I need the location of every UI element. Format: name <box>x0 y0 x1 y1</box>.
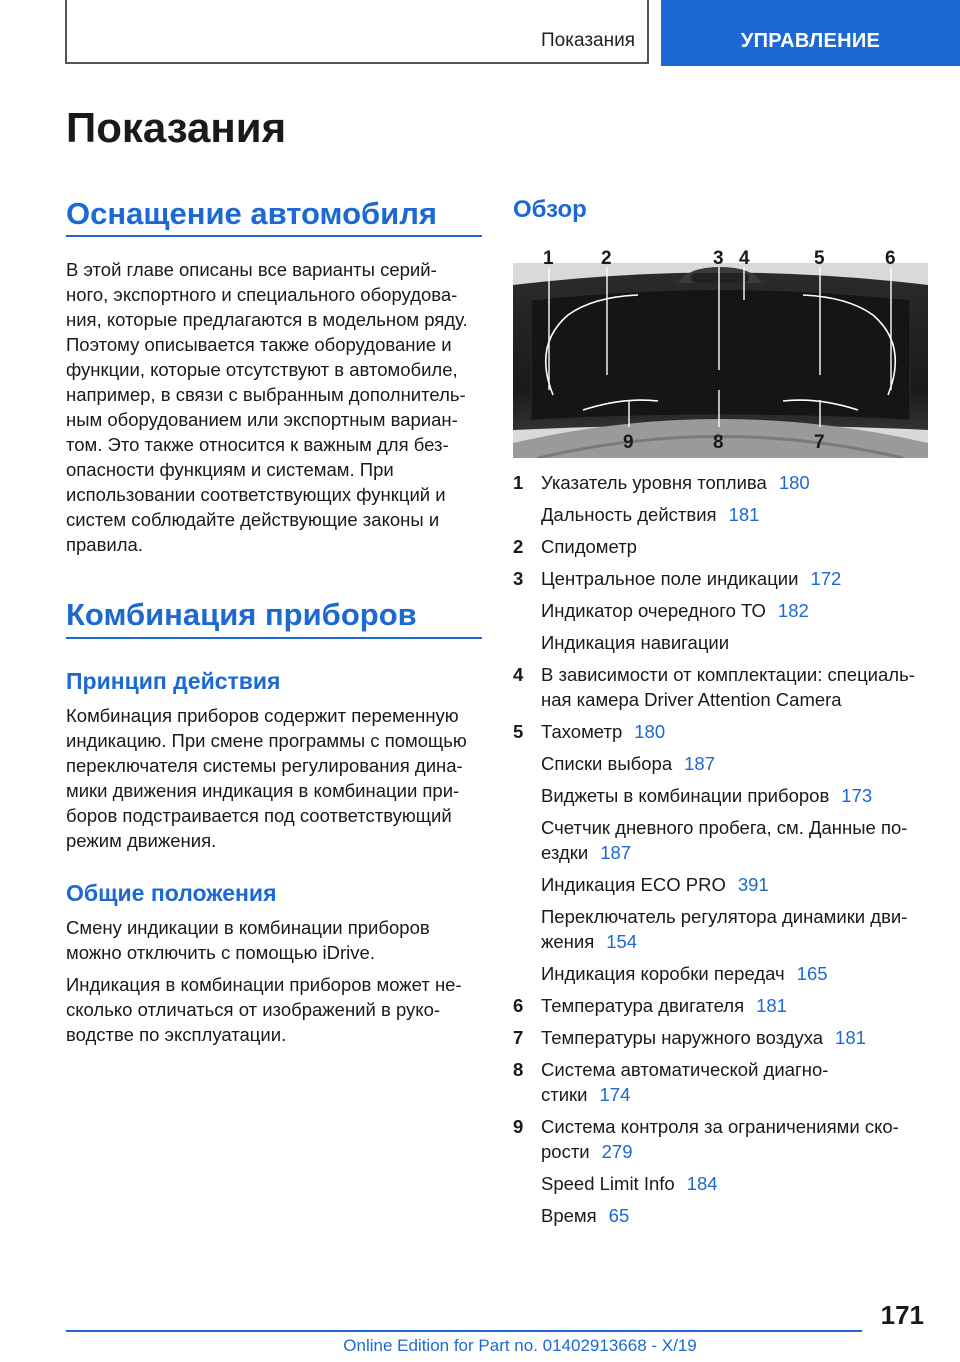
header-chapter-label: УПРАВЛЕНИЕ <box>740 29 881 52</box>
paragraph-line: функции, которые отсутствуют в автомобиле, <box>66 359 458 380</box>
page-reference-link[interactable]: 173 <box>841 785 873 806</box>
legend-entry-line: Температуры наружного воздуха <box>541 1027 824 1048</box>
legend-entry-text <box>541 751 933 776</box>
legend-entry-line: Виджеты в комбинации приборов <box>541 785 830 806</box>
legend-entry-line: жения <box>541 931 595 952</box>
legend-entry <box>513 630 933 655</box>
paragraph-line: опасности функциям и системам. При <box>66 459 394 480</box>
header-chapter-tab[interactable] <box>661 0 960 66</box>
legend-entry-text <box>541 1114 933 1164</box>
legend-entry-line: Спидометр <box>541 536 637 557</box>
paragraph-line: систем соблюдайте действующие законы и <box>66 509 440 530</box>
legend-entry <box>513 872 933 897</box>
page-reference-link[interactable]: 165 <box>796 963 828 984</box>
legend-entry-text <box>541 719 933 744</box>
heading-rule <box>66 235 482 237</box>
legend-entry-number <box>513 815 541 865</box>
diagram-label-3: 3 <box>713 248 724 269</box>
legend-entry <box>513 534 933 559</box>
paragraph-line: переключателя системы регулирования дина- <box>66 755 463 776</box>
legend-entry <box>513 1025 933 1050</box>
paragraph-line: Смену индикации в комбинации приборов <box>66 917 430 938</box>
legend-entry <box>513 1057 933 1107</box>
paragraph-line: боров подстраивается под соответствующий <box>66 805 452 826</box>
legend-list <box>513 470 933 1235</box>
instrument-cluster-diagram <box>513 245 928 458</box>
legend-entry-line: Система контроля за ограничениями ско- <box>541 1116 899 1137</box>
legend-entry-line: ездки <box>541 842 589 863</box>
legend-entry <box>513 719 933 744</box>
heading-general: Общие положения <box>66 880 277 906</box>
page-number: 171 <box>880 1300 924 1330</box>
paragraph-line: ным оборудованием или экспортным вариан- <box>66 409 458 430</box>
legend-entry-number <box>513 783 541 808</box>
heading-equipment: Оснащение автомобиля <box>66 196 437 231</box>
paragraph-general-2 <box>66 972 482 1047</box>
legend-entry <box>513 1171 933 1196</box>
legend-entry <box>513 502 933 527</box>
legend-entry-number: 2 <box>513 536 524 557</box>
heading-cluster: Комбинация приборов <box>66 597 417 632</box>
diagram-label-5: 5 <box>814 248 825 269</box>
heading-overview: Обзор <box>513 196 587 223</box>
paragraph-line: Комбинация приборов содержит переменную <box>66 705 459 726</box>
paragraph-line: использовании соответствующих функций и <box>66 484 446 505</box>
paragraph-line: Индикация в комбинации приборов может не- <box>66 974 462 995</box>
legend-entry-line: Speed Limit Info <box>541 1173 675 1194</box>
legend-entry-text <box>541 961 933 986</box>
legend-entry-line: Центральное поле индикации <box>541 568 799 589</box>
legend-entry-text <box>541 598 933 623</box>
paragraph-line: сколько отличаться от изображений в руко- <box>66 999 441 1020</box>
legend-entry-line: Переключатель регулятора динамики дви- <box>541 906 908 927</box>
diagram-label-4: 4 <box>739 248 750 269</box>
legend-entry-line: Индикатор очередного ТО <box>541 600 766 621</box>
legend-entry <box>513 1114 933 1164</box>
legend-entry-line: Дальность действия <box>541 504 717 525</box>
page-reference-link[interactable]: 279 <box>601 1141 633 1162</box>
legend-entry <box>513 904 933 954</box>
heading-rule <box>66 637 482 639</box>
legend-entry-number: 8 <box>513 1059 524 1080</box>
legend-entry-number: 6 <box>513 995 524 1016</box>
page-reference-link[interactable]: 391 <box>737 874 769 895</box>
legend-entry-number <box>513 751 541 776</box>
legend-entry-number: 1 <box>513 472 524 493</box>
page-reference-link[interactable]: 184 <box>686 1173 718 1194</box>
page-reference-link[interactable]: 154 <box>606 931 638 952</box>
page-reference-link[interactable]: 181 <box>728 504 760 525</box>
legend-entry-line: Индикация навигации <box>541 632 730 653</box>
header-section-box <box>65 0 649 64</box>
paragraph-line: ния, которые предлагаются в модельном ряду. <box>66 309 468 330</box>
legend-entry-text <box>541 662 933 712</box>
camera-lens <box>691 273 749 283</box>
page-reference-link[interactable]: 180 <box>778 472 810 493</box>
legend-entry <box>513 783 933 808</box>
legend-entry-text <box>541 783 933 808</box>
legend-entry-number <box>513 904 541 954</box>
page-reference-link[interactable]: 182 <box>777 600 809 621</box>
legend-entry-text <box>541 1203 933 1228</box>
paragraph-line: правила. <box>66 534 143 555</box>
legend-entry-number <box>513 961 541 986</box>
paragraph-line: мики движения индикация в комбинации при- <box>66 780 460 801</box>
page-reference-link[interactable]: 187 <box>600 842 632 863</box>
legend-entry-text <box>541 566 933 591</box>
legend-entry-number <box>513 598 541 623</box>
legend-entry-text <box>541 1057 933 1107</box>
legend-entry-line: Указатель уровня топлива <box>541 472 767 493</box>
page-reference-link[interactable]: 65 <box>608 1205 630 1226</box>
paragraph-line: Поэтому описывается также оборудование и <box>66 334 452 355</box>
paragraph-line: ного, экспортного и специального оборудова- <box>66 284 458 305</box>
diagram-label-8: 8 <box>713 432 724 453</box>
legend-entry-line: Счетчик дневного пробега, см. Данные по- <box>541 817 908 838</box>
footer-edition: Online Edition for Part no. 01402913668 - X/19 <box>343 1336 697 1355</box>
diagram-label-1: 1 <box>543 248 554 269</box>
diagram-label-7: 7 <box>814 432 825 453</box>
footer-rule <box>66 1330 862 1332</box>
legend-entry-line: рости <box>541 1141 590 1162</box>
legend-entry-text <box>541 630 933 655</box>
legend-entry <box>513 598 933 623</box>
page-reference-link[interactable]: 187 <box>684 753 715 774</box>
legend-entry-line: Тахометр <box>541 721 623 742</box>
legend-entry-text <box>541 815 933 865</box>
paragraph-line: В этой главе описаны все варианты серий- <box>66 259 437 280</box>
paragraph-line: можно отключить с помощью iDrive. <box>66 942 375 963</box>
legend-entry-text <box>541 502 933 527</box>
paragraph-equipment <box>66 257 482 557</box>
legend-entry-number: 7 <box>513 1027 524 1048</box>
legend-entry-number <box>513 1203 541 1228</box>
legend-entry-number: 5 <box>513 721 524 742</box>
paragraph-line: том. Это также относится к важным для без- <box>66 434 449 455</box>
legend-entry-text <box>541 993 933 1018</box>
legend-entry <box>513 993 933 1018</box>
heading-principle: Принцип действия <box>66 668 281 694</box>
legend-entry-line: Система автоматической диагно- <box>541 1059 829 1080</box>
legend-entry-line: Индикация ECO PRO <box>541 874 726 895</box>
legend-entry <box>513 815 933 865</box>
legend-entry-number <box>513 502 541 527</box>
legend-entry-line: Температура двигателя <box>541 995 745 1016</box>
diagram-label-2: 2 <box>601 248 612 269</box>
paragraph-principle <box>66 703 482 853</box>
legend-entry-text <box>541 1025 933 1050</box>
legend-entry-line: стики <box>541 1084 588 1105</box>
legend-entry-line: В зависимости от комплектации: специаль- <box>541 664 915 685</box>
legend-entry <box>513 470 933 495</box>
legend-entry-line: Списки выбора <box>541 753 673 774</box>
legend-entry-number: 9 <box>513 1116 524 1137</box>
legend-entry-text <box>541 904 933 954</box>
diagram-label-6: 6 <box>885 248 896 269</box>
paragraph-line: водстве по эксплуатации. <box>66 1024 287 1045</box>
legend-entry-text <box>541 872 933 897</box>
paragraph-line: например, в связи с выбранным дополнитель- <box>66 384 466 405</box>
legend-entry-line: Индикация коробки передач <box>541 963 785 984</box>
legend-entry <box>513 566 933 591</box>
legend-entry-number: 3 <box>513 568 524 589</box>
paragraph-line: индикацию. При смене программы с помощью <box>66 730 467 751</box>
paragraph-general-1 <box>66 915 482 965</box>
cluster-display <box>531 290 910 421</box>
legend-entry <box>513 751 933 776</box>
legend-entry <box>513 662 933 712</box>
legend-entry-line: Время <box>541 1205 597 1226</box>
legend-entry-number <box>513 630 541 655</box>
legend-entry-number: 4 <box>513 664 524 685</box>
page-reference-link[interactable]: 181 <box>756 995 787 1016</box>
header-section-label: Показания <box>541 30 635 51</box>
diagram-label-9: 9 <box>623 432 634 453</box>
legend-entry-number <box>513 1171 541 1196</box>
page-reference-link[interactable]: 181 <box>835 1027 866 1048</box>
legend-entry-text <box>541 534 933 559</box>
legend-entry <box>513 1203 933 1228</box>
legend-entry-text <box>541 1171 933 1196</box>
page-reference-link[interactable]: 172 <box>810 568 842 589</box>
paragraph-line: режим движения. <box>66 830 217 851</box>
legend-entry-line: ная камера Driver Attention Camera <box>541 689 842 710</box>
page-title: Показания <box>66 104 287 151</box>
legend-entry-text <box>541 470 933 495</box>
page-reference-link[interactable]: 180 <box>634 721 666 742</box>
legend-entry <box>513 961 933 986</box>
legend-entry-number <box>513 872 541 897</box>
page-reference-link[interactable]: 174 <box>599 1084 631 1105</box>
